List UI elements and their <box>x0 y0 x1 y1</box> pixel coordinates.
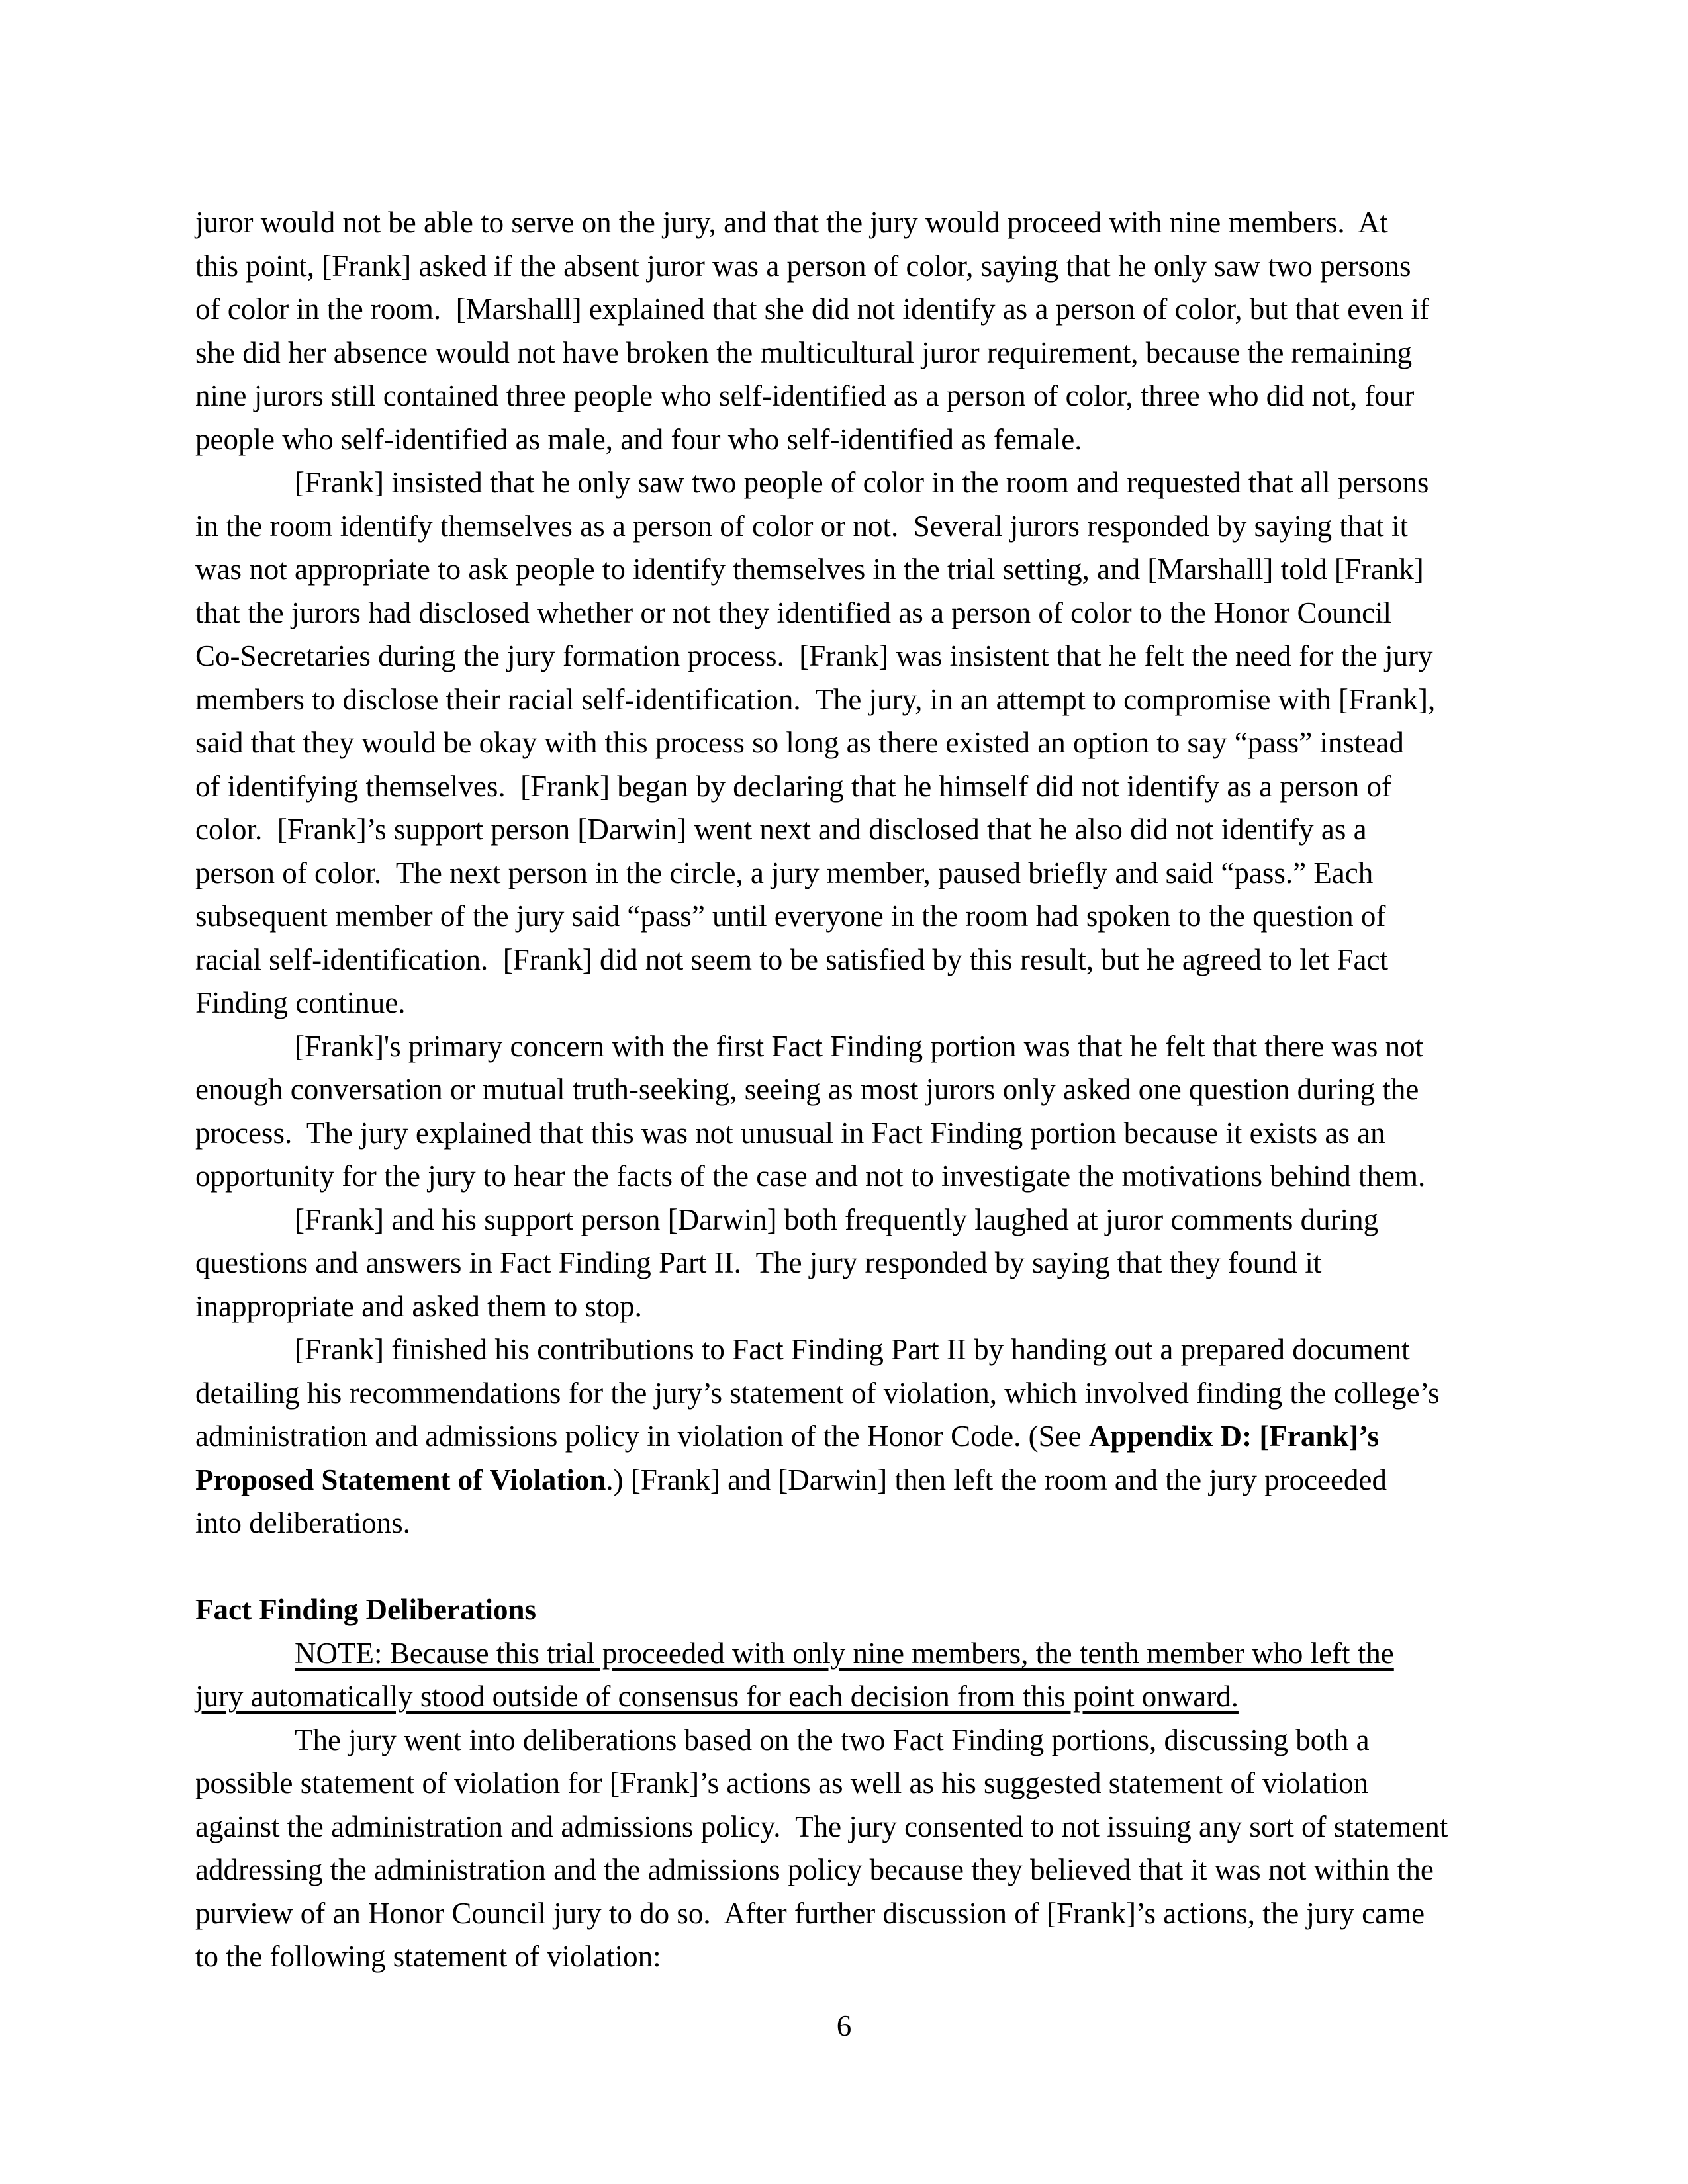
text-block <box>195 201 1513 1979</box>
text-run: members to disclose their racial self-identification. The jury, in an attempt to compromise with [Frank], <box>195 682 1436 716</box>
text-line <box>195 288 1513 332</box>
text-run: [Frank] and his support person [Darwin] both frequently laughed at juror comments during <box>295 1203 1379 1236</box>
text-run: she did her absence would not have broken the multicultural juror requirement, because the remaining <box>195 336 1413 369</box>
text-run: enough conversation or mutual truth-seeking, seeing as most jurors only asked one question during the <box>195 1073 1419 1106</box>
text-run: inappropriate and asked them to stop. <box>195 1289 642 1323</box>
text-line <box>195 938 1513 982</box>
text-line <box>195 332 1513 375</box>
text-run: Co-Secretaries during the jury formation process. [Frank] was insistent that he felt the need for the jury <box>195 639 1433 672</box>
text-line <box>195 852 1513 895</box>
text-line <box>195 505 1513 549</box>
text-line <box>195 895 1513 938</box>
text-run: to the following statement of violation: <box>195 1940 661 1973</box>
text-run: NOTE: Because this trial proceeded with only nine members, the tenth member who left the <box>295 1636 1394 1670</box>
text-line <box>195 1285 1513 1329</box>
text-run: questions and answers in Fact Finding Part II. The jury responded by saying that they found it <box>195 1246 1322 1279</box>
text-line <box>195 981 1513 1025</box>
text-line <box>195 765 1513 809</box>
text-run: Finding continue. <box>195 986 406 1019</box>
text-line <box>195 1848 1513 1892</box>
text-line <box>195 1805 1513 1849</box>
text-line <box>195 1675 1513 1719</box>
text-run: color. [Frank]’s support person [Darwin] went next and disclosed that he also did not identify as a <box>195 813 1367 846</box>
text-run <box>195 1550 203 1583</box>
text-run: [Frank] finished his contributions to Fact Finding Part II by handing out a prepared document <box>295 1333 1410 1366</box>
text-run: this point, [Frank] asked if the absent juror was a person of color, saying that he only saw two persons <box>195 249 1411 283</box>
text-run: The jury went into deliberations based on the two Fact Finding portions, discussing both a <box>295 1723 1370 1756</box>
text-line <box>195 1242 1513 1285</box>
text-run: jury automatically stood outside of consensus for each decision from this point onward. <box>195 1680 1239 1713</box>
section-heading <box>195 1588 1513 1632</box>
text-line <box>195 1502 1513 1545</box>
text-run: purview of an Honor Council jury to do so. After further discussion of [Frank]’s actions, the jury came <box>195 1896 1425 1930</box>
text-line <box>195 678 1513 722</box>
text-run: Fact Finding Deliberations <box>195 1593 536 1626</box>
text-run: juror would not be able to serve on the jury, and that the jury would proceed with nine members. At <box>195 206 1388 239</box>
text-run: opportunity for the jury to hear the facts of the case and not to investigate the motivations behind them. <box>195 1160 1426 1193</box>
text-run: addressing the administration and the admissions policy because they believed that it was not within the <box>195 1853 1434 1886</box>
page-number: 6 <box>836 2009 852 2042</box>
text-line <box>195 1892 1513 1936</box>
text-line <box>195 1762 1513 1805</box>
text-run: that the jurors had disclosed whether or not they identified as a person of color to the Honor Council <box>195 596 1392 629</box>
text-line <box>195 1155 1513 1199</box>
text-run: racial self-identification. [Frank] did not seem to be satisfied by this result, but he agreed to let Fact <box>195 942 1388 976</box>
text-run: into deliberations. <box>195 1506 410 1539</box>
text-line <box>195 245 1513 289</box>
text-run: said that they would be okay with this process so long as there existed an option to say “pass” instead <box>195 726 1404 759</box>
text-run: detailing his recommendations for the jury’s statement of violation, which involved finding the college’s <box>195 1376 1440 1410</box>
text-line <box>195 1545 1513 1589</box>
text-line <box>195 461 1513 505</box>
text-run: against the administration and admissions policy. The jury consented to not issuing any sort of statement <box>195 1809 1448 1843</box>
text-line <box>195 418 1513 462</box>
text-run: person of color. The next person in the circle, a jury member, paused briefly and said “pass.” Each <box>195 856 1374 889</box>
text-run: subsequent member of the jury said “pass” until everyone in the room had spoken to the question of <box>195 899 1386 933</box>
text-line <box>195 1719 1513 1762</box>
text-line <box>195 1025 1513 1069</box>
text-run: people who self-identified as male, and four who self-identified as female. <box>195 422 1082 456</box>
text-run: was not appropriate to ask people to identify themselves in the trial setting, and [Marshall] told [Frank] <box>195 553 1424 586</box>
text-line <box>195 201 1513 245</box>
text-run: Appendix D: [Frank]’s <box>1088 1420 1380 1453</box>
text-line <box>195 1935 1513 1979</box>
text-line <box>195 592 1513 635</box>
text-line <box>195 1112 1513 1156</box>
text-line <box>195 808 1513 852</box>
text-run: of identifying themselves. [Frank] began by declaring that he himself did not identify as a person of <box>195 769 1392 803</box>
text-line <box>195 1372 1513 1416</box>
text-run: .) [Frank] and [Darwin] then left the room and the jury proceeded <box>606 1463 1387 1496</box>
text-run: nine jurors still contained three people who self-identified as a person of color, three who did not, four <box>195 379 1415 412</box>
text-run: administration and admissions policy in violation of the Honor Code. (See <box>195 1420 1089 1453</box>
text-run: Proposed Statement of Violation <box>195 1463 606 1496</box>
text-line <box>195 635 1513 678</box>
text-line <box>195 721 1513 765</box>
text-run: [Frank]'s primary concern with the first Fact Finding portion was that he felt that there was not <box>295 1029 1424 1063</box>
text-line <box>195 1068 1513 1112</box>
text-line <box>195 1632 1513 1676</box>
text-line <box>195 1199 1513 1242</box>
text-run: [Frank] insisted that he only saw two people of color in the room and requested that all persons <box>295 466 1429 499</box>
text-run: possible statement of violation for [Frank]’s actions as well as his suggested statement of violation <box>195 1766 1369 1799</box>
text-line <box>195 1459 1513 1502</box>
text-line <box>195 548 1513 592</box>
text-run: of color in the room. [Marshall] explained that she did not identify as a person of color, but that even if <box>195 293 1429 326</box>
text-line <box>195 1328 1513 1372</box>
text-line <box>195 375 1513 418</box>
text-run: in the room identify themselves as a person of color or not. Several jurors responded by saying that it <box>195 509 1409 543</box>
text-run: process. The jury explained that this was not unusual in Fact Finding portion because it exists as an <box>195 1116 1385 1150</box>
text-line <box>195 1415 1513 1459</box>
